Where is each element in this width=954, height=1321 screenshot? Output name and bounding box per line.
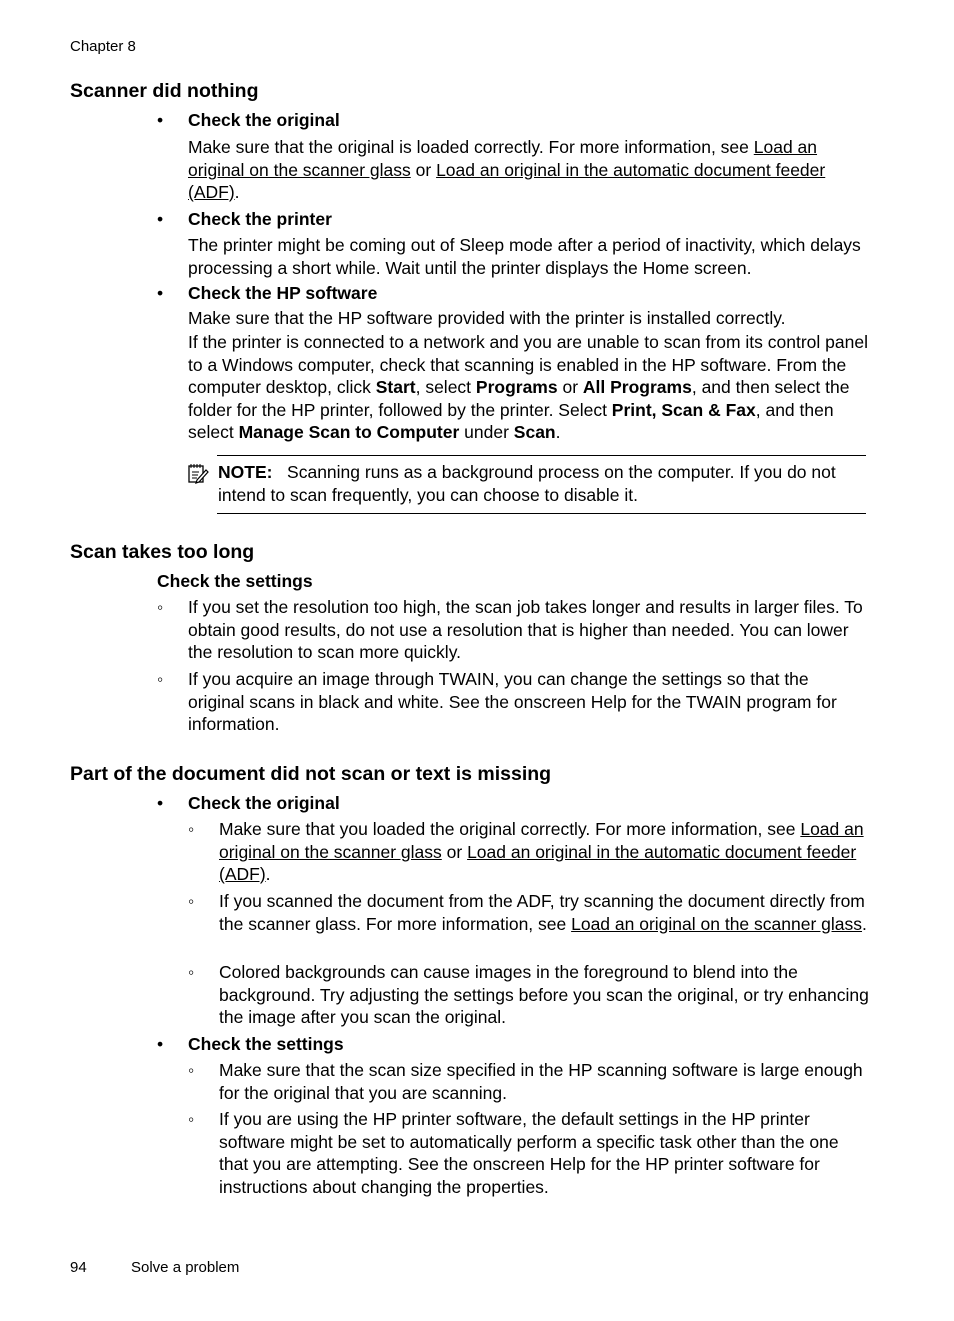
note-text: NOTE: Scanning runs as a background process on the computer. If you do not intend to scan frequently, you can choose to disable it. [218,462,836,505]
bullet: ◦ [188,891,195,911]
section-title: Part of the document did not scan or text is missing [70,763,552,785]
bullet: ◦ [188,1109,195,1129]
link-load-glass[interactable]: Load an original on the scanner glass [188,137,818,180]
paragraph: Make sure that the original is loaded correctly. For more information, see Load an original on the scanner glass or Load an original in the automatic document feeder (ADF). [188,137,826,202]
list-item: Make sure that you loaded the original correctly. For more information, see Load an original on the scanner glass or Load an original in the automatic document feeder (ADF). [219,819,864,884]
page-number: 94 [70,1259,87,1276]
paragraph: The printer might be coming out of Sleep mode after a period of inactivity, which delays processing a short while. Wait until the printer displays the Home screen. [188,235,861,278]
bullet: ◦ [188,1060,195,1080]
list-item: If you acquire an image through TWAIN, you can change the settings so that the original scans in black and white. See the onscreen Help for the TWAIN program for information. [188,669,837,734]
list-item: If you scanned the document from the ADF, try scanning the document directly from the scanner glass. For more information, see Load an original on the scanner glass. [219,891,867,934]
chapter-label: Chapter 8 [70,38,136,55]
bullet: ◦ [188,962,195,982]
note-icon [187,462,209,484]
bullet: • [157,209,164,229]
bullet: • [157,1034,164,1054]
bullet: ◦ [157,669,164,689]
item-heading: Check the settings [157,571,313,591]
item-heading: Check the original [188,793,340,813]
link-load-adf[interactable]: Load an original in the automatic document feeder (ADF) [219,841,857,884]
paragraph: Make sure that the HP software provided with the printer is installed correctly. [188,308,786,328]
bullet: ◦ [157,597,164,617]
list-item: If you are using the HP printer software, the default settings in the HP printer software might be set to automatically perform a specific task other than the one that you are attempting. See the onscreen Help for the HP printer software for instructions about changing the properties. [219,1109,839,1197]
bullet: • [157,110,164,130]
link-load-glass[interactable]: Load an original on the scanner glass [571,913,863,934]
item-heading: Check the original [188,110,340,130]
link-load-glass[interactable]: Load an original on the scanner glass [219,819,864,862]
bullet: • [157,283,164,303]
item-heading: Check the HP software [188,283,378,303]
list-item: Make sure that the scan size specified in the HP scanning software is large enough for the original that you are scanning. [219,1060,863,1103]
list-item: If you set the resolution too high, the scan job takes longer and results in larger files. To obtain good results, do not use a resolution that is higher than needed. You can lower the resolution to scan more quickly. [188,597,863,662]
list-item: Colored backgrounds can cause images in the foreground to blend into the background. Try adjusting the settings before you scan the original, or try enhancing the image after you scan the original. [219,962,869,1027]
note-divider-bottom [217,513,866,514]
link-load-adf[interactable]: Load an original in the automatic document feeder (ADF) [188,159,826,202]
item-heading: Check the settings [188,1034,344,1054]
bullet: • [157,793,164,813]
item-heading: Check the printer [188,209,332,229]
footer-section: Solve a problem [131,1259,240,1276]
bullet: ◦ [188,819,195,839]
note-divider-top [217,455,866,456]
section-title: Scan takes too long [70,541,255,563]
paragraph: If the printer is connected to a network and you are unable to scan from its control panel to a Windows computer, check that scanning is enabled in the HP software. From the computer desktop, click Start, select Programs or All Programs, and then select the folder for the HP printer, followed by the printer. Select Print, Scan & Fax, and then select Manage Scan to Computer under Scan. [188,332,868,442]
section-title: Scanner did nothing [70,80,259,102]
